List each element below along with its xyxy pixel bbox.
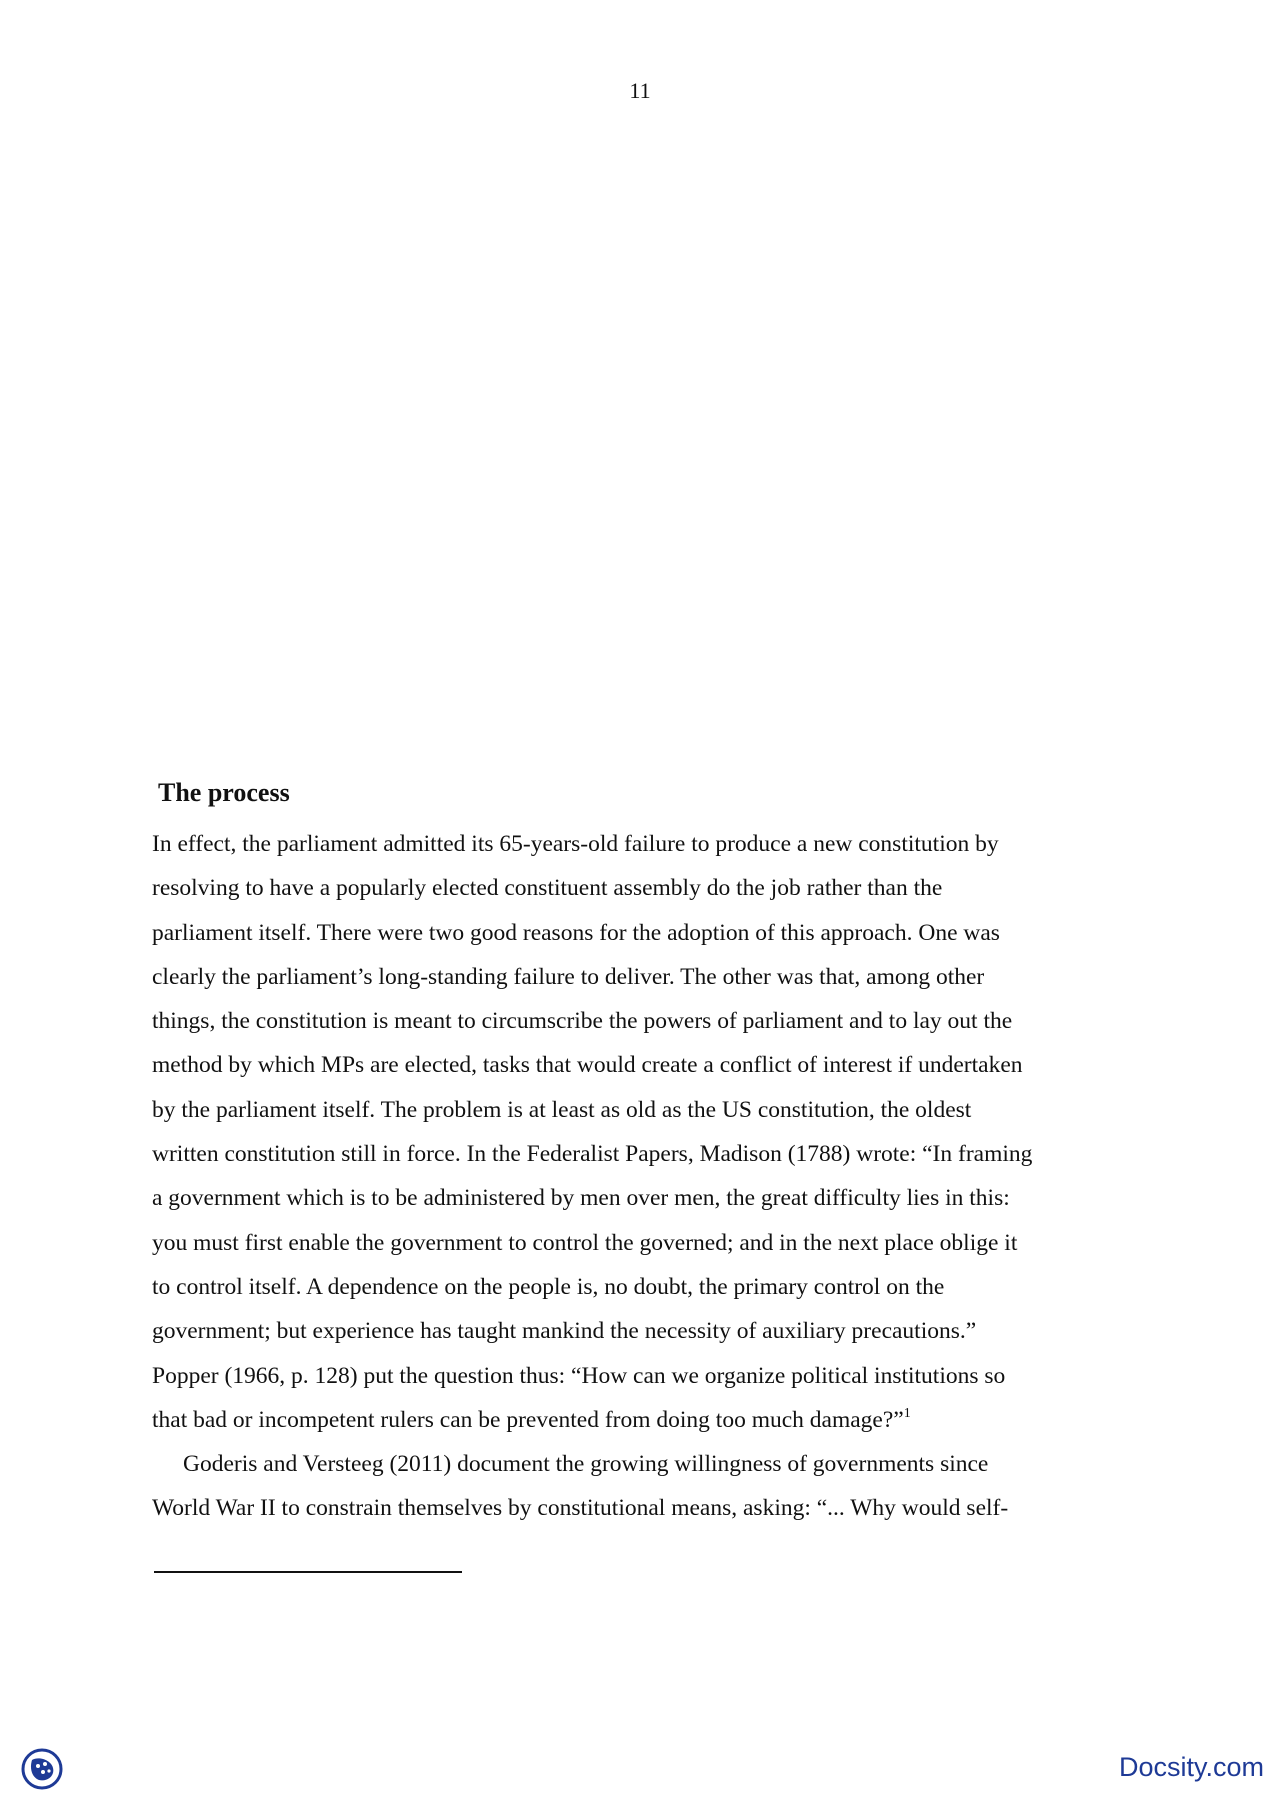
- body-line: written constitution still in force. In the Federalist Papers, Madison (1788) wrote: “In framing: [152, 1141, 1033, 1168]
- body-line-text: that bad or incompetent rulers can be prevented from doing too much damage?”: [152, 1406, 904, 1433]
- docsity-logo-icon[interactable]: [21, 1748, 63, 1790]
- footnote-divider: [154, 1571, 462, 1573]
- body-line: you must first enable the government to control the governed; and in the next place oblige it: [152, 1229, 1018, 1256]
- page-number: 11: [629, 78, 651, 103]
- body-line: Goderis and Versteeg (2011) document the growing willingness of governments since: [183, 1451, 989, 1478]
- body-line: In effect, the parliament admitted its 65-years-old failure to produce a new constitution by: [152, 831, 999, 857]
- footnote-marker[interactable]: 1: [903, 1405, 911, 1421]
- body-line: Popper (1966, p. 128) put the question thus: “How can we organize political institutions so: [152, 1362, 1006, 1389]
- body-line: method by which MPs are elected, tasks that would create a conflict of interest if undertaken: [152, 1052, 1023, 1079]
- body-line: government; but experience has taught mankind the necessity of auxiliary precautions.”: [152, 1318, 977, 1345]
- section-heading: The process: [158, 778, 290, 807]
- body-line: clearly the parliament’s long-standing failure to deliver. The other was that, among other: [152, 963, 985, 990]
- body-line: things, the constitution is meant to circumscribe the powers of parliament and to lay out the: [152, 1008, 1013, 1035]
- body-line: resolving to have a popularly elected constituent assembly do the job rather than the: [152, 875, 943, 902]
- body-line: World War II to constrain themselves by constitutional means, asking: “... Why would self-: [152, 1495, 1009, 1522]
- body-line: by the parliament itself. The problem is at least as old as the US constitution, the oldest: [152, 1096, 972, 1123]
- body-line: a government which is to be administered by men over men, the great difficulty lies in this:: [152, 1185, 1010, 1212]
- body-line: [152, 1398, 1132, 1442]
- body-text: [152, 822, 1132, 1531]
- docsity-watermark[interactable]: Docsity.com: [1118, 1752, 1264, 1782]
- body-line: parliament itself. There were two good reasons for the adoption of this approach. One was: [152, 919, 1000, 946]
- body-line: to control itself. A dependence on the people is, no doubt, the primary control on the: [152, 1273, 945, 1300]
